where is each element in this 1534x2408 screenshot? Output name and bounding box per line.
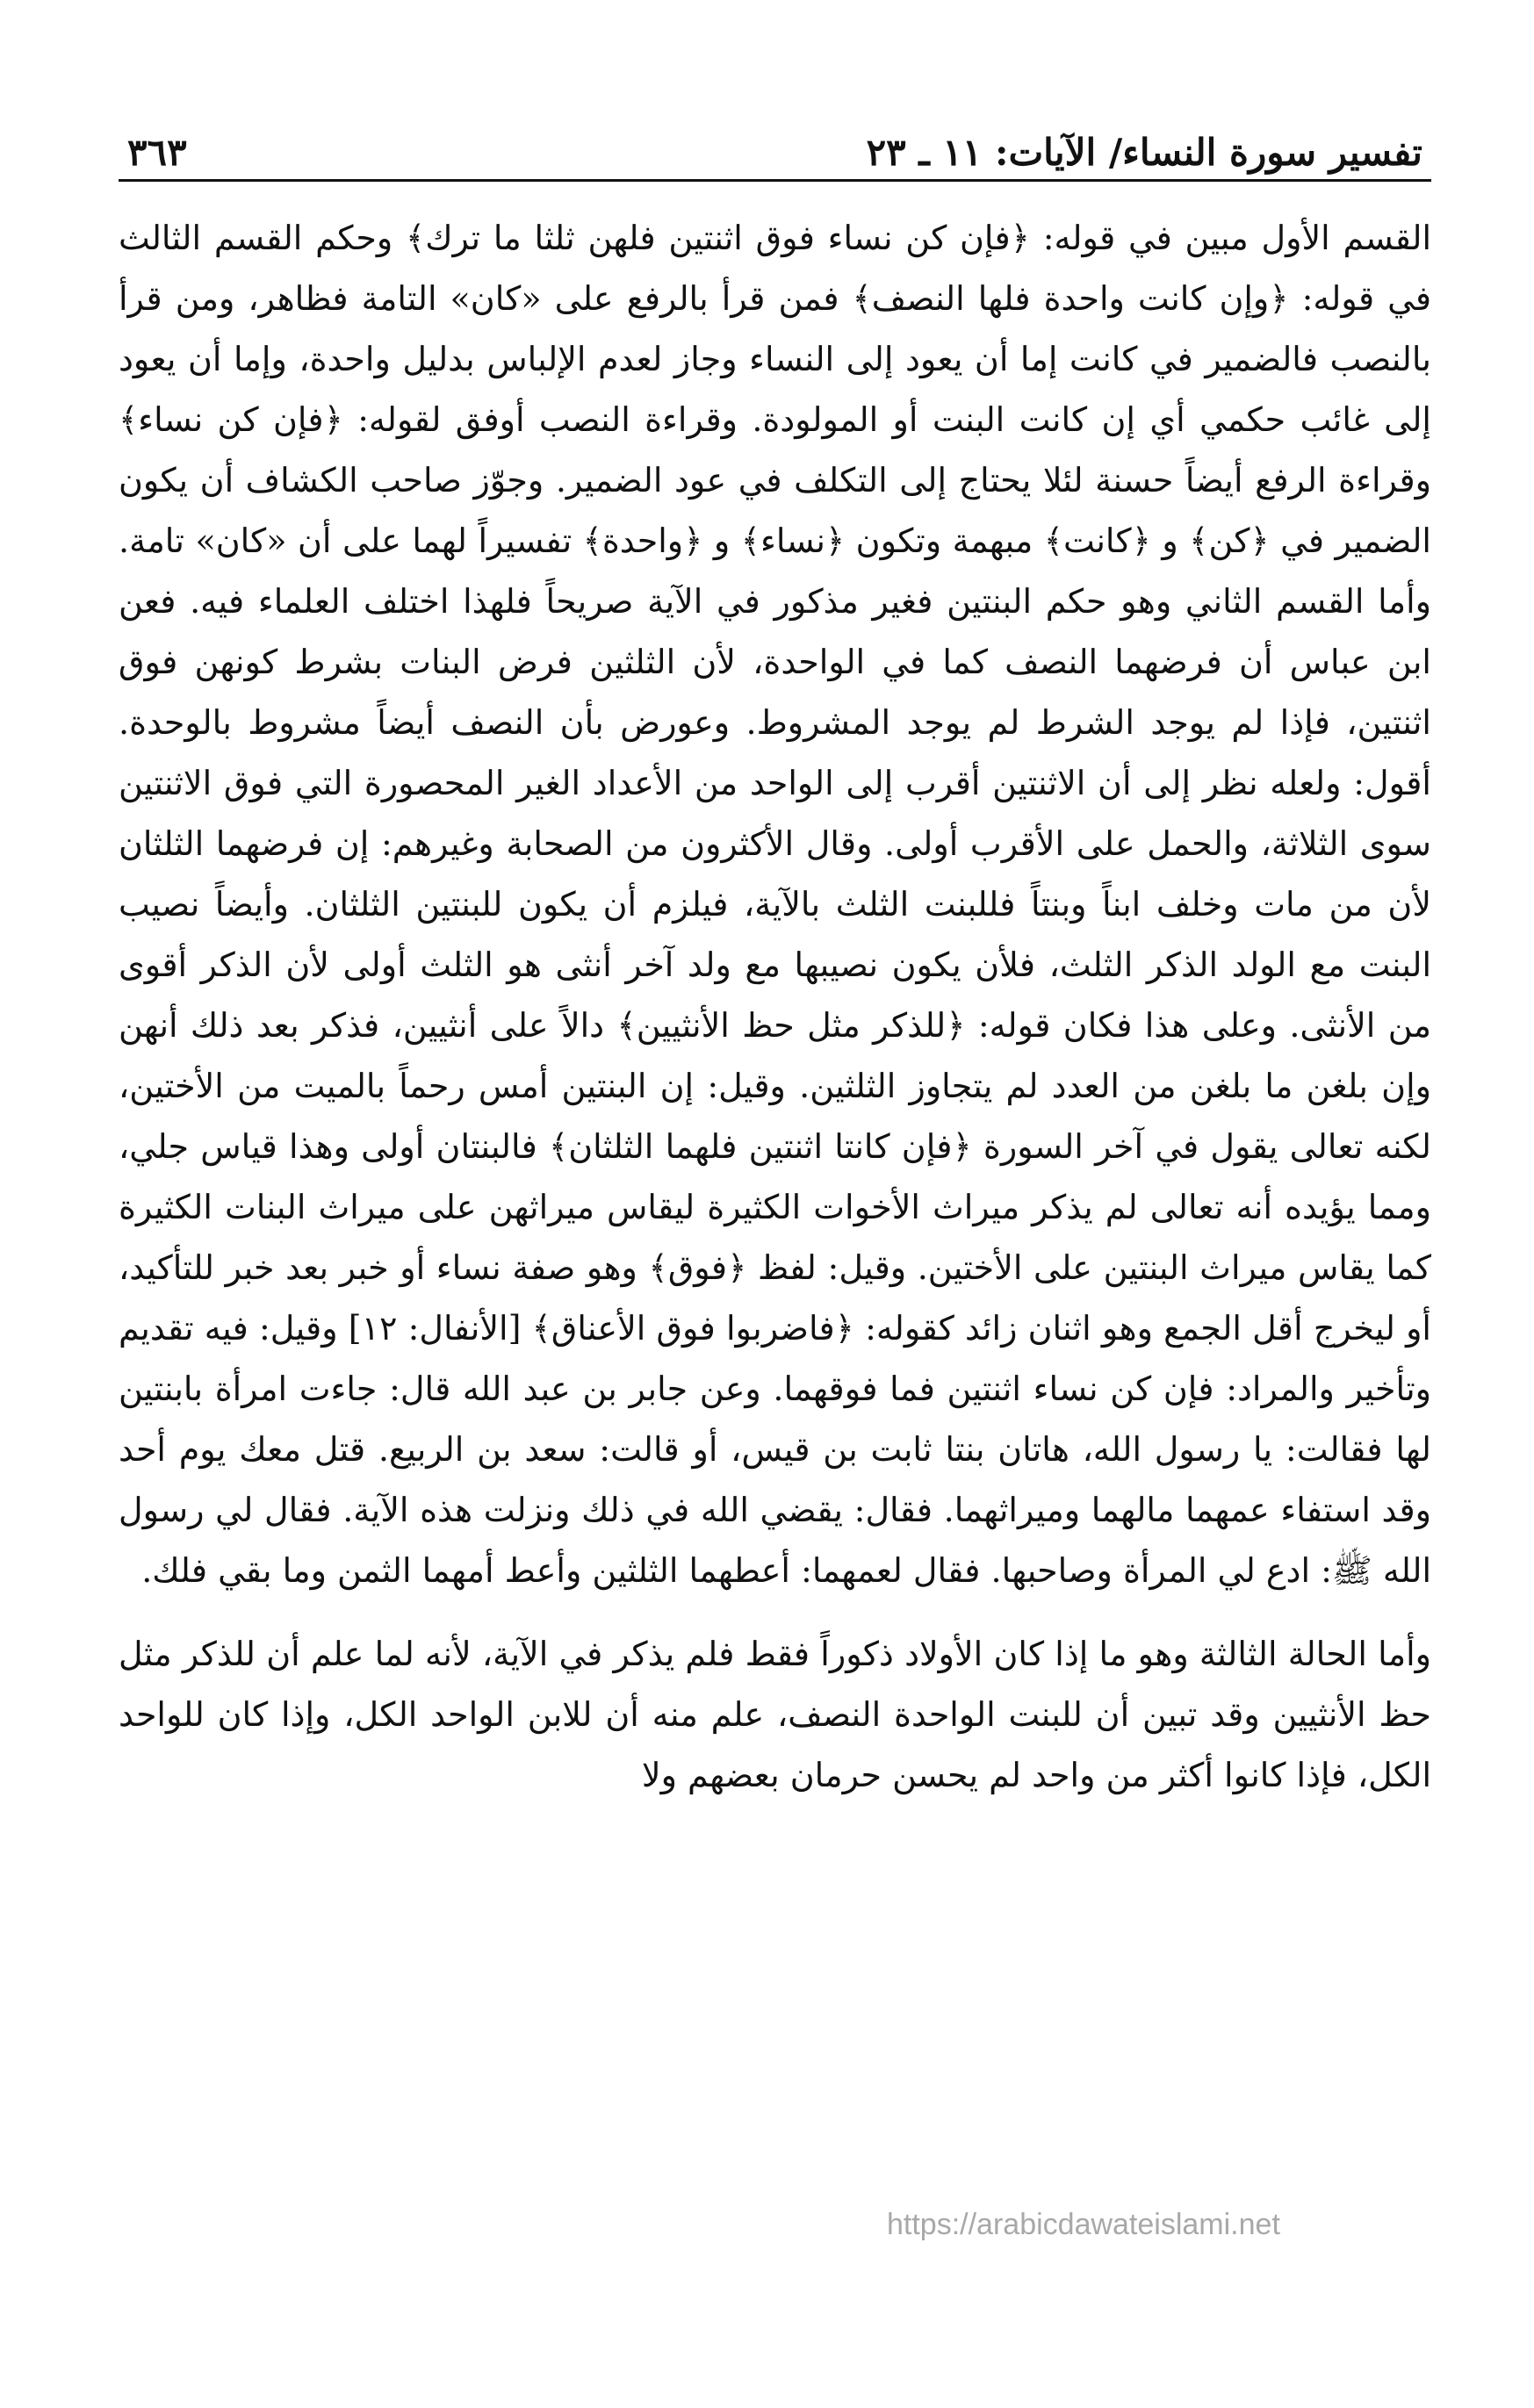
header-divider: [119, 179, 1431, 182]
book-page: [119, 112, 1431, 1806]
watermark-url: https://arabicdawateislami.net: [887, 2208, 1280, 2241]
body-paragraph-2: وأما الحالة الثالثة وهو ما إذا كان الأولاد ذكوراً فقط فلم يذكر في الآية، لأنه لما علم أن للذكر مثل حظ الأنثيين وقد تبين أن للبنت الواحدة النصف، علم منه أن للابن الواحد الكل، وإذا كان للواحد الكل، فإذا كانوا أكثر من واحد لم يحسن حرمان بعضهم ولا: [119, 1635, 1431, 1794]
page-header: [119, 112, 1431, 174]
running-title: تفسير سورة النساء/ الآيات: ١١ ـ ٢٣: [866, 131, 1422, 174]
page-number: ٣٦٣: [127, 131, 187, 174]
body-paragraph-1: القسم الأول مبين في قوله: ﴿فإن كن نساء فوق اثنتين فلهن ثلثا ما ترك﴾ وحكم القسم الثالث في قوله: ﴿وإن كانت واحدة فلها النصف﴾ فمن قرأ بالرفع على «كان» التامة فظاهر، ومن قرأ بالنصب فالضمير في كانت إما أن يعود إلى النساء وجاز لعدم الإلباس بدليل واحدة، وإما أن يعود إلى غائب حكمي أي إن كانت البنت أو المولودة. وقراءة النصب أوفق لقوله: ﴿فإن كن نساء﴾ وقراءة الرفع أيضاً حسنة لئلا يحتاج إلى التكلف في عود الضمير. وجوّز صاحب الكشاف أن يكون الضمير في ﴿كن﴾ و ﴿كانت﴾ مبهمة وتكون ﴿نساء﴾ و ﴿واحدة﴾ تفسيراً لهما على أن «كان» تامة. وأما القسم الثاني وهو حكم البنتين فغير مذكور في الآية صريحاً فلهذا اختلف العلماء فيه. فعن ابن عباس أن فرضهما النصف كما في الواحدة، لأن الثلثين فرض البنات بشرط كونهن فوق اثنتين، فإذا لم يوجد الشرط لم يوجد المشروط. وعورض بأن النصف أيضاً مشروط بالوحدة. أقول: ولعله نظر إلى أن الاثنتين أقرب إلى الواحد من الأعداد الغير المحصورة التي فوق الاثنتين سوى الثلاثة، والحمل على الأقرب أولى. وقال الأكثرون من الصحابة وغيرهم: إن فرضهما الثلثان لأن من مات وخلف ابناً وبنتاً فللبنت الثلث بالآية، فيلزم أن يكون للبنتين الثلثان. وأيضاً نصيب البنت مع الولد الذكر الثلث، فلأن يكون نصيبها مع ولد آخر أنثى هو الثلث أولى لأن الذكر أقوى من الأنثى. وعلى هذا فكان قوله: ﴿للذكر مثل حظ الأنثيين﴾ دالاً على أنثيين، فذكر بعد ذلك أنهن وإن بلغن ما بلغن من العدد لم يتجاوز الثلثين. وقيل: إن البنتين أمس رحماً بالميت من الأختين، لكنه تعالى يقول في آخر السورة ﴿فإن كانتا اثنتين فلهما الثلثان﴾ فالبنتان أولى وهذا قياس جلي، ومما يؤيده أنه تعالى لم يذكر ميراث الأخوات الكثيرة ليقاس ميراثهن على ميراث البنات الكثيرة كما يقاس ميراث البنتين على الأختين. وقيل: لفظ ﴿فوق﴾ وهو صفة نساء أو خبر بعد خبر للتأكيد، أو ليخرج أقل الجمع وهو اثنان زائد كقوله: ﴿فاضربوا فوق الأعناق﴾ [الأنفال: ١٢] وقيل: فيه تقديم وتأخير والمراد: فإن كن نساء اثنتين فما فوقهما. وعن جابر بن عبد الله قال: جاءت امرأة بابنتين لها فقالت: يا رسول الله، هاتان بنتا ثابت بن قيس، أو قالت: سعد بن الربيع. قتل معك يوم أحد وقد استفاء عمهما مالهما وميراثهما. فقال: يقضي الله في ذلك ونزلت هذه الآية. فقال لي رسول الله ﷺ: ادع لي المرأة وصاحبها. فقال لعمهما: أعطهما الثلثين وأعط أمهما الثمن وما بقي فلك.: [119, 219, 1431, 1590]
